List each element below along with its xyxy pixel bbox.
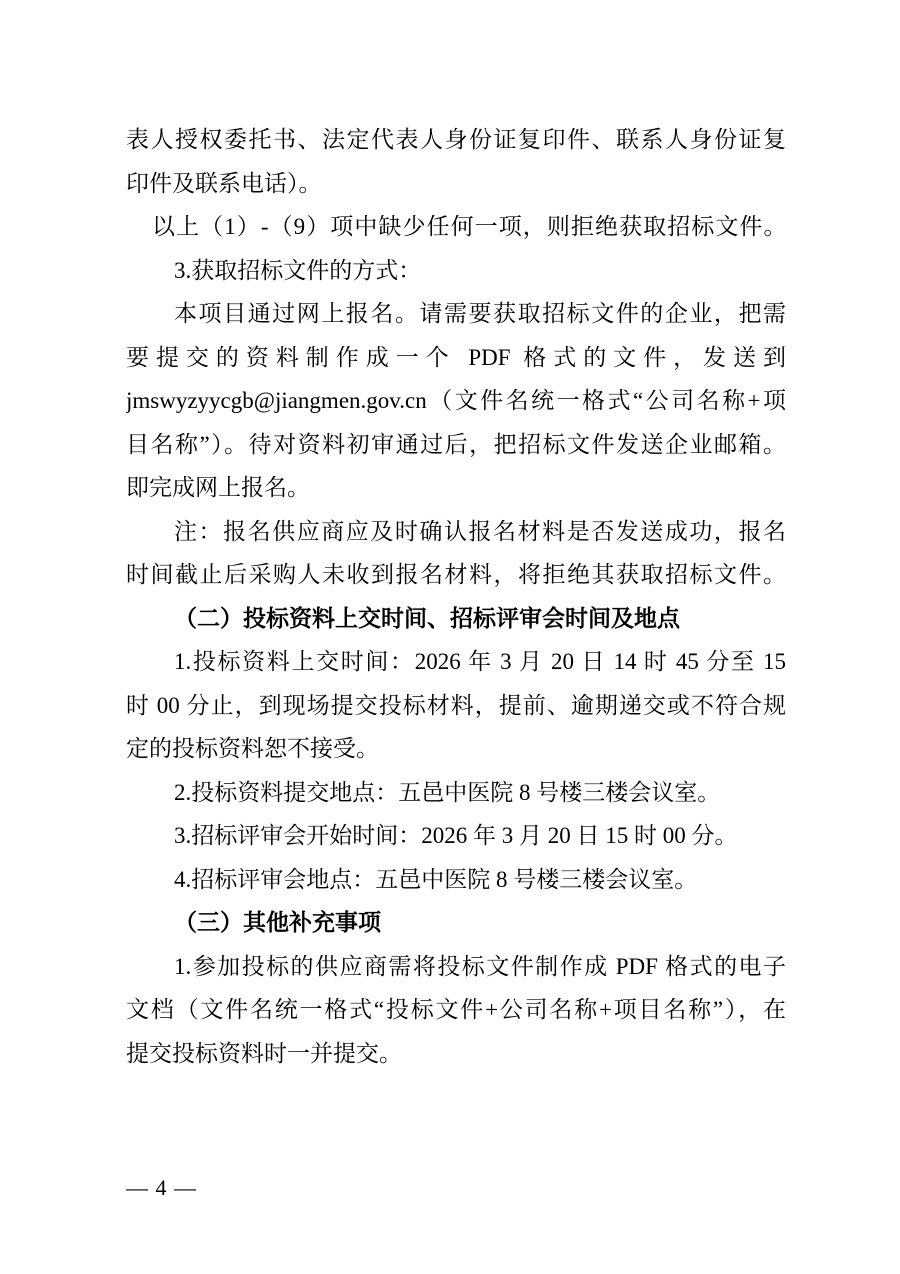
text-line: 3.获取招标文件的方式：	[174, 257, 422, 283]
text-line: 以上（1）-（9）项中缺少任何一项，则拒绝获取招标文件。	[152, 214, 786, 239]
text-line: 即完成网上报名。	[126, 475, 310, 500]
section-heading-3: （三）其他补充事项	[174, 910, 381, 935]
text-line: 提交投标资料时一并提交。	[126, 1040, 402, 1066]
text-line: 注：报名供应商应及时确认报名材料是否发送成功，报名	[174, 518, 786, 544]
text-line: 1.参加投标的供应商需将投标文件制作成 PDF 格式的电子	[174, 953, 786, 979]
text-line: 本项目通过网上报名。请需要获取招标文件的企业，把需	[174, 301, 786, 326]
text-line: 1.投标资料上交时间：2026 年 3 月 20 日 14 时 45 分至 15	[174, 649, 786, 674]
text-line: 2.投标资料提交地点：五邑中医院 8 号楼三楼会议室。	[174, 779, 721, 805]
text-line: 3.招标评审会开始时间：2026 年 3 月 20 日 15 时 00 分。	[174, 823, 738, 848]
text-line-email: jmswyzyycgb@jiangmen.gov.cn（文件名统一格式“公司名称+项	[126, 388, 786, 413]
text-line: 表人授权委托书、法定代表人身份证复印件、联系人身份证复	[126, 127, 786, 152]
text-line: 4.招标评审会地点：五邑中医院 8 号楼三楼会议室。	[174, 866, 698, 892]
document-body	[126, 118, 786, 1075]
text-line: 定的投标资料恕不接受。	[126, 736, 379, 761]
text-line: 印件及联系电话）。	[126, 170, 322, 196]
text-line: 时间截止后采购人未收到报名材料，将拒绝其获取招标文件。	[126, 562, 786, 587]
text-line: 文档（文件名统一格式“投标文件+公司名称+项目名称”），在	[126, 997, 786, 1022]
text-line: 时 00 分止，到现场提交投标材料，提前、逾期递交或不符合规	[126, 692, 786, 718]
page-number: — 4 —	[126, 1175, 197, 1200]
section-heading-2: （二）投标资料上交时间、招标评审会时间及地点	[174, 605, 680, 631]
text-line: 要提交的资料制作成一个 PDF 格式的文件，发送到	[126, 344, 786, 370]
text-line: 目名称”）。待对资料初审通过后，把招标文件发送企业邮箱。	[126, 431, 786, 457]
